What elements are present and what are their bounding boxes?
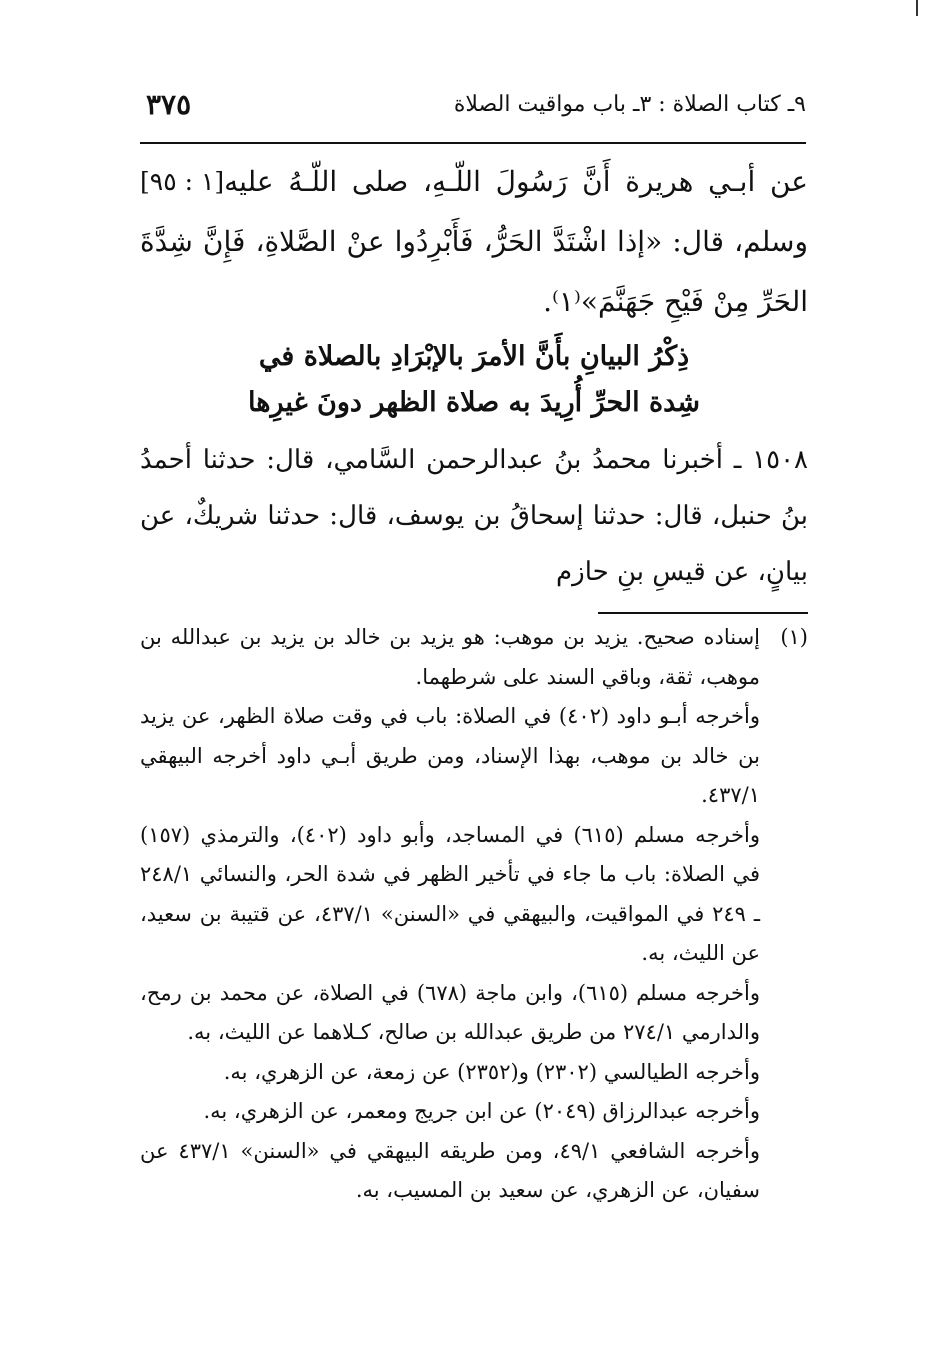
header-rule (140, 142, 806, 144)
footnote-rule (598, 612, 808, 614)
footnote-paragraph: وأخرجه مسلم (٦١٥)، وابن ماجة (٦٧٨) في الصلاة، عن محمد بن رمح، والدارمي ٢٧٤/١ من طريق عبدالله بن صالح، كـلاهما عن الليث، به. (140, 980, 760, 1044)
footnote-paragraph: وأخرجه مسلم (٦١٥) في المساجد، وأبو داود (٤٠٢)، والترمذي (١٥٧) في الصلاة: باب ما جاء في تأخير الظهر في شدة الحر، والنسائي ٢٤٨/١ ـ ٢٤٩ في المواقيت، والبيهقي في «السنن» ٤٣٧/١، عن قتيبة بن سعيد، عن الليث، به. (140, 822, 761, 965)
hadith-text-block (140, 152, 808, 332)
chapter-title: ٩ـ كتاب الصلاة : ٣ـ باب مواقيت الصلاة (453, 92, 806, 117)
footnote-paragraph: وأخرجه أبـو داود (٤٠٢) في الصلاة: باب في وقت صلاة الظهر، عن يزيد بن خالد بن موهب، بهذا الإسناد، ومن طريق أبـي داود أخرجه البيهقي ٤٣٧/١. (140, 704, 760, 807)
footnotes (140, 618, 808, 1211)
footnote-text: إسناده صحيح. يزيد بن موهب: هو يزيد بن خالد بن يزيد بن عبدالله بن موهب، ثقة، وباقي السند على شرطهما. (140, 625, 760, 689)
page-edge-mark (916, 0, 918, 16)
hadith-number: ١٥٠٨ (752, 445, 809, 475)
footnote-1 (140, 618, 808, 697)
footnote-paragraph: وأخرجه الشافعي ٤٩/١، ومن طريقه البيهقي في «السنن» ٤٣٧/١ عن سفيان، عن الزهري، عن سعيد بن المسيب، به. (140, 1138, 760, 1202)
page-number: ٣٧٥ (146, 88, 192, 121)
hadith-chain: ـ أخبرنا محمدُ بنُ عبدالرحمن السَّامي، قال: حدثنا أحمدُ بنُ حنبل، قال: حدثنا إسحاقُ بن يوسف، قال: حدثنا شريكٌ، عن بيانٍ، عن قيسِ بنِ حازم (140, 445, 808, 587)
hadith-text: عن أبـي هريرة أَنَّ رَسُولَ اللّـهِ، صلى اللّـهُ عليه وسلم، قال: «إذا اشْتَدَّ الحَرُّ، فَأَبْرِدُوا عنْ الصَّلاةِ، فَإِنَّ شِدَّةَ الحَرِّ مِنْ فَيْحِ جَهَنَّمَ»⁽١⁾. (140, 165, 808, 318)
main-text (140, 152, 808, 600)
running-header (140, 84, 806, 128)
hadith-chain-block (140, 432, 808, 600)
footnote-paragraph: وأخرجه عبدالرزاق (٢٠٤٩) عن ابن جريج ومعمر، عن الزهري، به. (203, 1099, 760, 1123)
footnote-paragraph: وأخرجه الطيالسي (٢٣٠٢) و(٢٣٥٢) عن زمعة، عن الزهري، به. (223, 1059, 760, 1084)
section-heading: ذِكْرُ البيانِ بأَنَّ الأمرَ بالإبْرَادِ بالصلاة في شِدة الحرِّ أُرِيدَ به صلاة الظهر دونَ غيرِها (248, 341, 700, 418)
hadith-citation: [١ : ٩٥] (140, 167, 225, 196)
footnote-marker: (١) (780, 625, 808, 649)
